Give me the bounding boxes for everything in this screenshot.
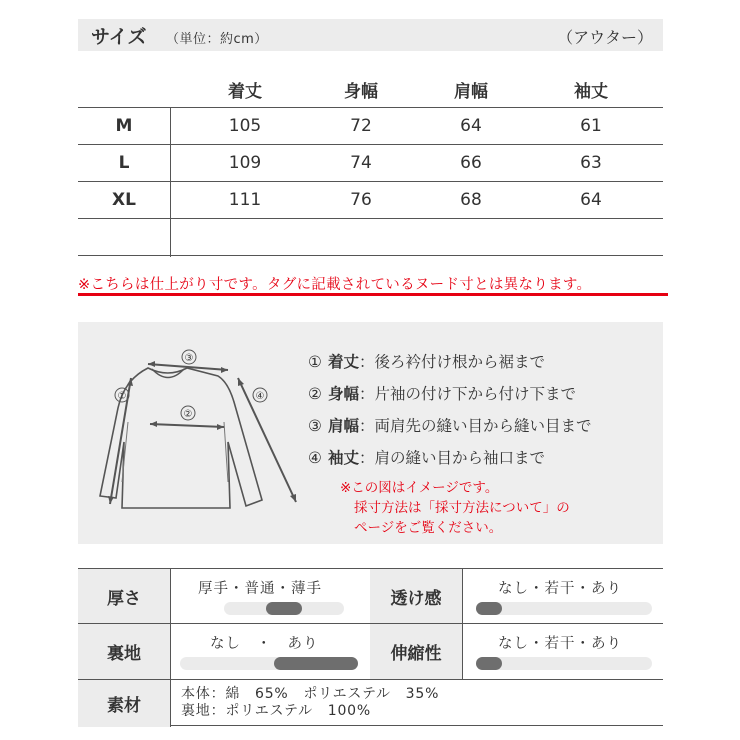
legend-desc: ：片袖の付け下から付け下まで [359,385,577,403]
table-cell: 109 [228,153,262,173]
size-title: サイズ [91,26,147,48]
thickness-scale [224,602,344,615]
table-cell: 111 [228,190,262,210]
sleeve-seam-right-icon [224,422,228,482]
stretch-options: なし・若干・あり [498,636,622,652]
table-cell: 74 [350,153,372,173]
table-cell: 64 [580,190,602,210]
transparency-label: 透け感 [370,569,462,623]
finished-size-note: ※こちらは仕上がり寸です。タグに記載されているヌード寸とは異なります。 [78,277,592,293]
size-header [78,19,663,51]
material-label: 素材 [78,680,170,727]
lining-options: なし ・ あり [210,636,319,652]
thickness-options: 厚手・普通・薄手 [198,581,322,597]
size-table [78,72,663,256]
lining-scale [180,657,358,670]
material-body: 本体：綿 65% ポリエステル 35% [181,686,440,702]
cell-divider [462,624,463,679]
attribute-row [78,680,663,727]
col-header-shoulder: 肩幅 [454,82,488,102]
table-row [78,108,663,145]
legend-term: 着丈 [328,353,360,371]
svg-text:④: ④ [255,391,265,402]
material-lining: 裏地：ポリエステル 100% [181,703,371,719]
notice-line: ※この図はイメージです。 [340,480,499,496]
svg-text:②: ② [183,409,193,420]
legend-number: ③ [308,417,322,435]
cell-divider [462,569,463,623]
table-divider [170,108,171,257]
table-cell: 61 [580,116,602,136]
col-header-sleeve: 袖丈 [574,82,608,102]
legend-item [308,350,592,382]
col-header-length: 着丈 [228,82,262,102]
table-cell: 64 [460,116,482,136]
size-label: L [118,153,130,173]
legend-desc: ：肩の縫い目から袖口まで [359,449,546,467]
image-notice [340,478,570,538]
legend-term: 身幅 [328,385,360,403]
stretch-scale [476,657,652,670]
legend-term: 袖丈 [328,449,360,467]
notice-line: 採寸方法は「採寸方法について」の [354,500,570,516]
stretch-indicator [476,657,502,670]
note-underline [78,293,668,296]
shirt-illustration [78,322,308,544]
lining-label: 裏地 [78,624,170,679]
table-row [78,182,663,219]
size-table-header [78,72,663,108]
size-label [78,219,170,255]
attribute-row [78,624,663,680]
legend-number: ② [308,385,322,403]
table-cell: 105 [228,116,262,136]
legend-item [308,414,592,446]
thickness-label: 厚さ [78,569,170,623]
table-cell: 66 [460,153,482,173]
thickness-indicator [266,602,302,615]
transparency-options: なし・若干・あり [498,581,622,597]
transparency-indicator [476,602,502,615]
transparency-scale [476,602,652,615]
width-arrow-icon [150,424,224,427]
table-cell: 68 [460,190,482,210]
svg-text:③: ③ [184,353,194,364]
table-cell: 76 [350,190,372,210]
legend-desc: ：両肩先の縫い目から縫い目まで [359,417,592,435]
attribute-row [78,569,663,624]
col-header-width: 身幅 [344,82,378,102]
category-label: （アウター） [557,28,653,47]
table-row-empty [78,219,663,256]
attribute-table [78,568,663,726]
unit-label: （単位：約cm） [166,32,268,47]
shirt-outline-icon [100,368,262,508]
legend-item [308,446,592,478]
table-cell: 63 [580,153,602,173]
cell-divider [170,569,171,623]
notice-line: ページをご覧ください。 [354,520,503,536]
size-label: M [115,116,133,136]
lining-indicator [274,657,358,670]
measurement-diagram [78,322,663,544]
legend-number: ① [308,353,322,371]
size-label: XL [112,190,136,210]
legend-number: ④ [308,449,322,467]
shoulder-arrow-icon [148,364,228,370]
svg-text:①: ① [117,391,127,402]
table-cell: 72 [350,116,372,136]
measurement-legend [308,350,592,478]
legend-term: 肩幅 [328,417,360,435]
stretch-label: 伸縮性 [370,624,462,679]
legend-item [308,382,592,414]
cell-divider [170,624,171,679]
table-row [78,145,663,182]
legend-desc: ：後ろ衿付け根から裾まで [359,353,546,371]
cell-divider [170,680,171,727]
